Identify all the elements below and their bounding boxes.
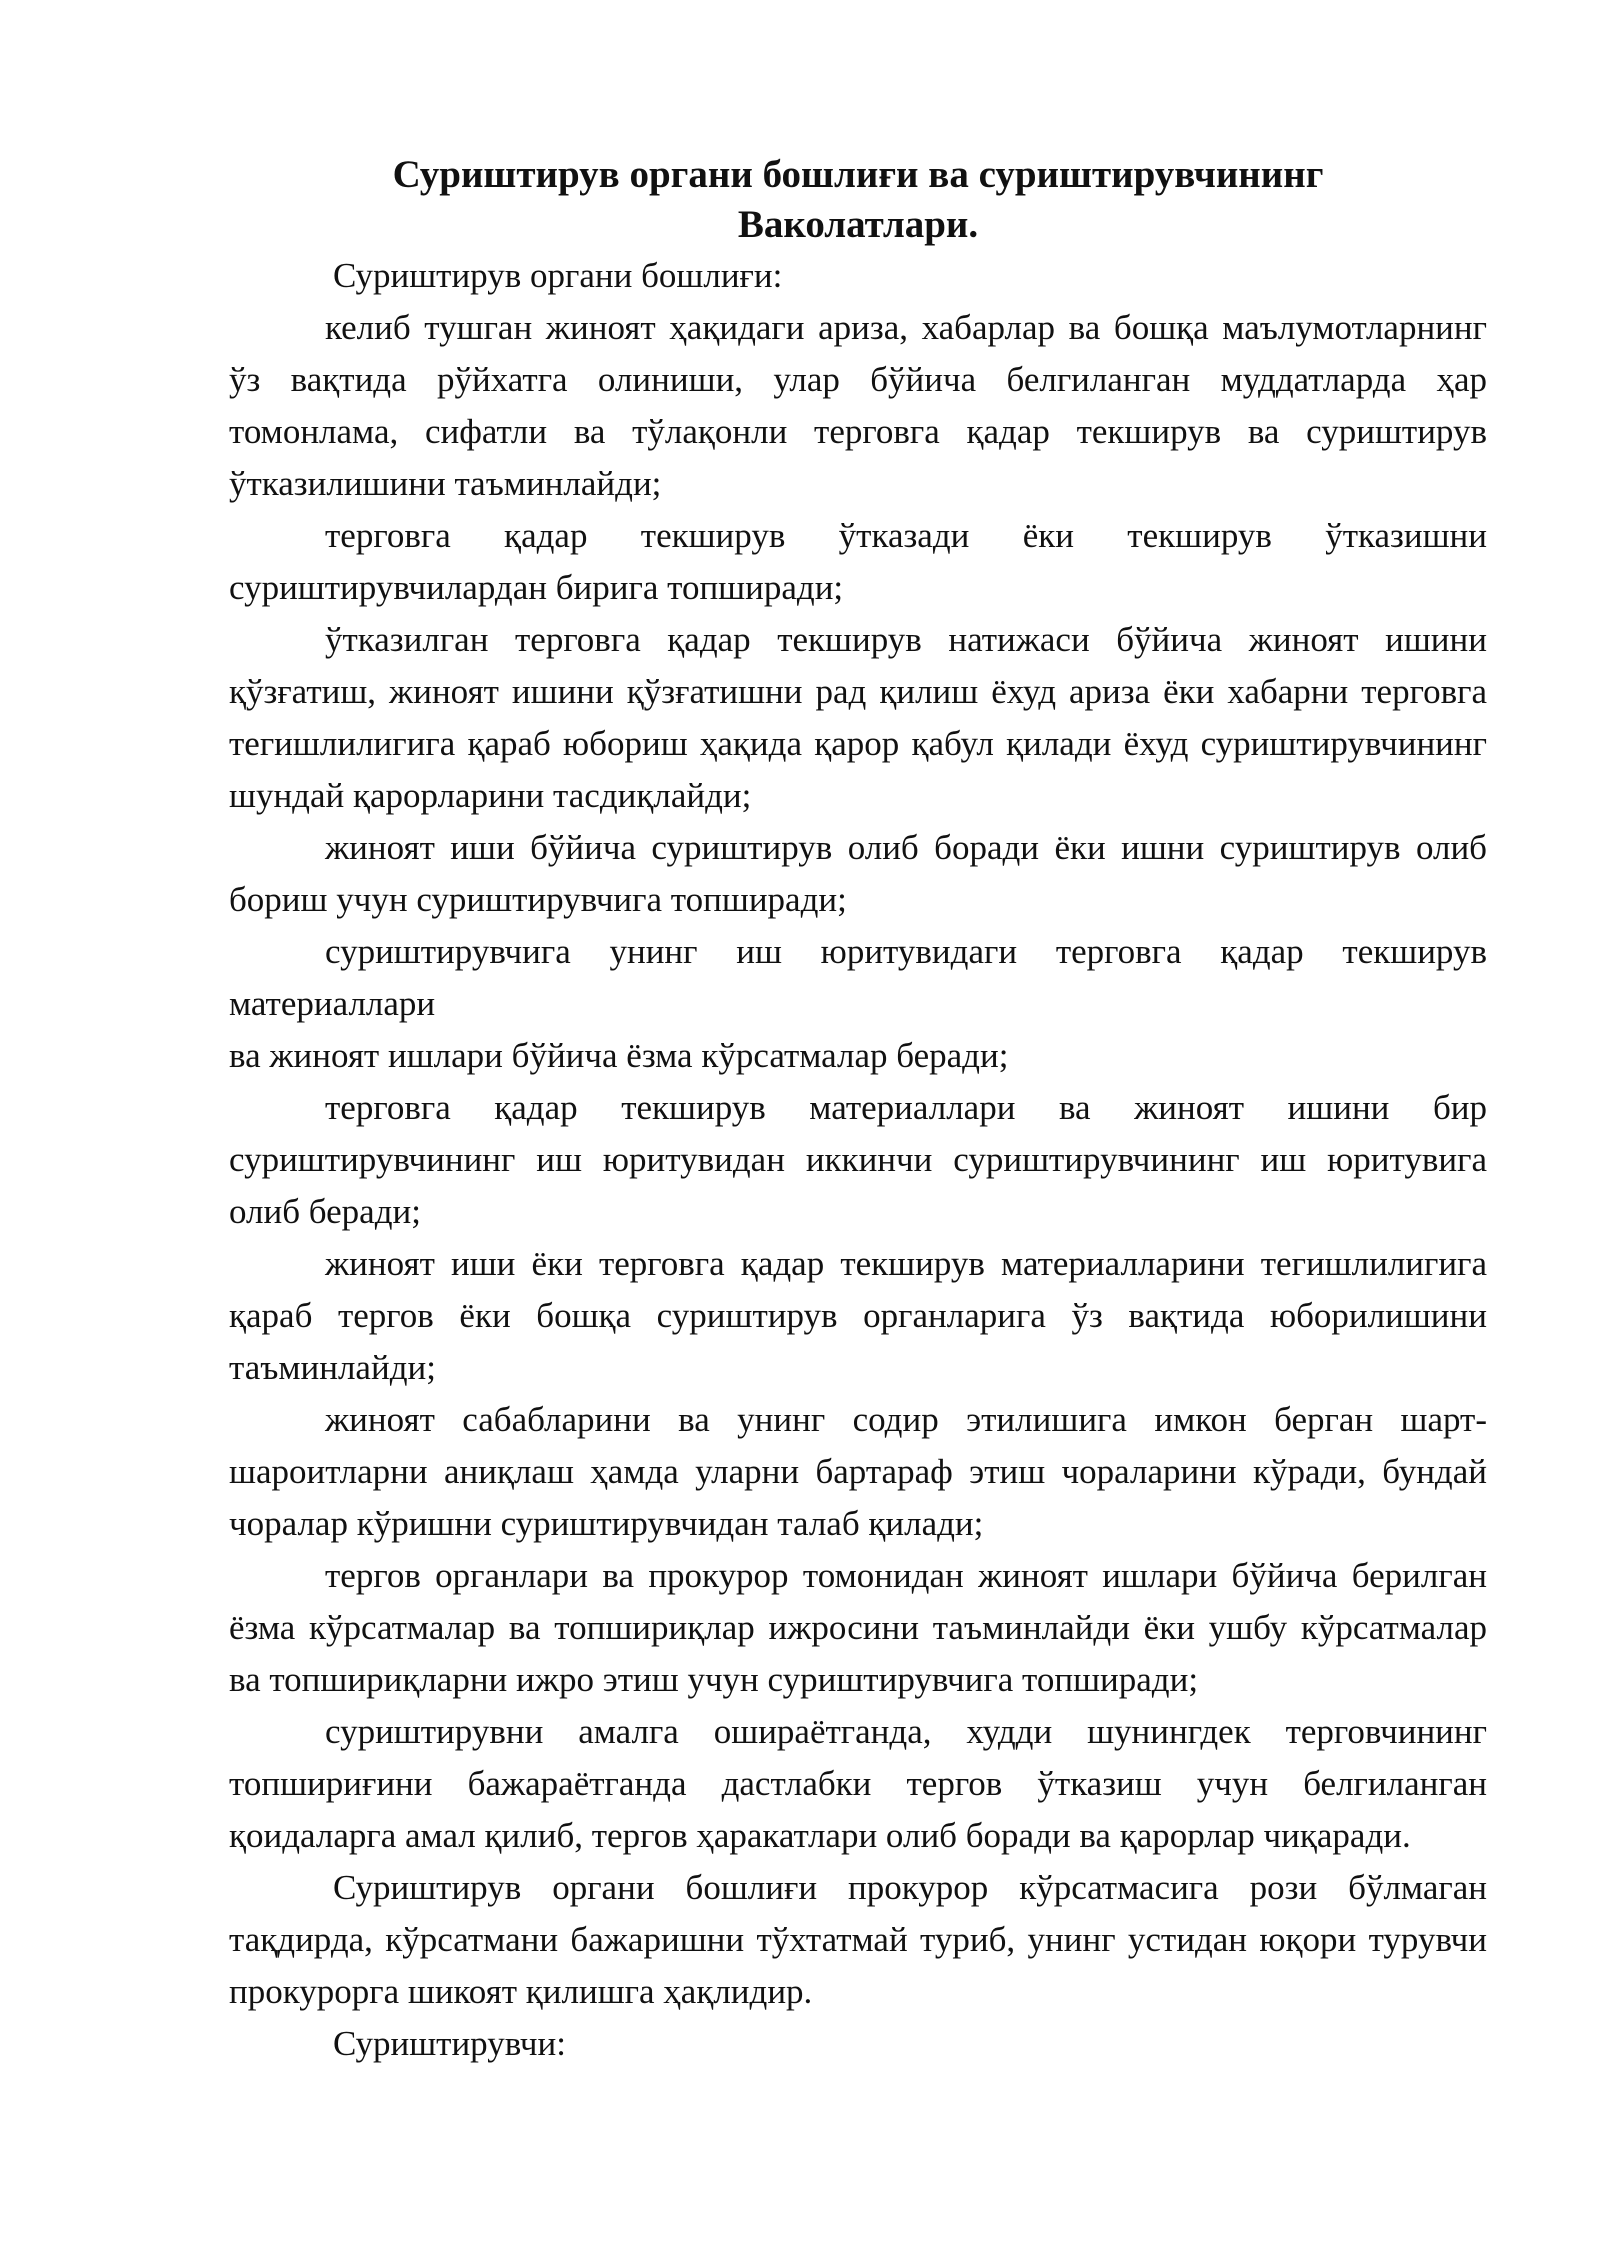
paragraph: ўтказилган терговга қадар текширув натижаси бўйича жиноят ишини қўзғатиш, жиноят ишини қўзғатишни рад қилиш ёхуд ариза ёки хабарни терговга тегишлилигига қараб юбориш ҳақида қарор қабул қилади ёхуд суриштирувчининг шундай қарорларини тасдиқлайди; [229,620,1487,815]
paragraph: келиб тушган жиноят ҳақидаги ариза, хабарлар ва бошқа маълумотларнинг ўз вақтида рўйхатга олиниши, улар бўйича белгиланган муддатларда ҳар томонлама, сифатли ва тўлақонли терговга қадар текширув ва суриштирув ўтказилишини таъминлайди; [229,308,1487,503]
title-line-2: Ваколатлари. [737,203,979,246]
paragraph: жиноят сабабларини ва унинг содир этилишига имкон берган шарт-шароитларни аниқлаш ҳамда уларни бартараф этиш чораларини кўради, бундай чоралар кўришни суриштирувчидан талаб қилади; [229,1400,1487,1543]
title-line-1: Суриштирув органи бошлиғи ва суриштирувчининг [392,153,1324,196]
paragraph: терговга қадар текширув ўтказади ёки текширув ўтказишни суриштирувчилардан бирига топширади; [229,516,1487,607]
broken-paragraph-line-3: ва жиноят ишлари бўйича ёзма кўрсатмалар беради; [229,1036,1009,1075]
document-title [229,150,1487,250]
document-page [229,150,1487,2070]
closing-paragraph: Суриштирув органи бошлиғи прокурор кўрсатмасига рози бўлмаган тақдирда, кўрсатмани бажаришни тўхтатмай туриб, унинг устидан юқори турувчи прокурорга шикоят қилишга ҳақлидир. [229,1868,1487,2011]
broken-paragraph-line-2: материаллари [229,984,436,1023]
broken-paragraph-line-1: суриштирувчига унинг иш юритувидаги терговга қадар текширув [325,932,1487,971]
paragraph: терговга қадар текширув материаллари ва жиноят ишини бир суриштирувчининг иш юритувидан иккинчи суриштирувчининг иш юритувига олиб беради; [229,1088,1487,1231]
paragraph: суриштирувни амалга ошираётганда, худди шунингдек терговчининг топшириғини бажараётганда дастлабки тергов ўтказиш учун белгиланган қоидаларга амал қилиб, тергов ҳаракатлари олиб боради ва қарорлар чиқаради. [229,1712,1487,1855]
broken-paragraph [229,926,1487,1082]
paragraph: жиноят иши ёки терговга қадар текширув материалларини тегишлилигига қараб тергов ёки бошқа суриштирув органларига ўз вақтида юборилишини таъминлайди; [229,1244,1487,1387]
paragraph: жиноят иши бўйича суриштирув олиб боради ёки ишни суриштирув олиб бориш учун суриштирувчига топширади; [229,828,1487,919]
section-heading-investigator: Суриштирувчи: [333,2024,566,2063]
section-heading-head: Суриштирув органи бошлиғи: [333,256,783,295]
paragraph: тергов органлари ва прокурор томонидан жиноят ишлари бўйича берилган ёзма кўрсатмалар ва топшириқлар ижросини таъминлайди ёки ушбу кўрсатмалар ва топшириқларни ижро этиш учун суриштирувчига топширади; [229,1556,1487,1699]
